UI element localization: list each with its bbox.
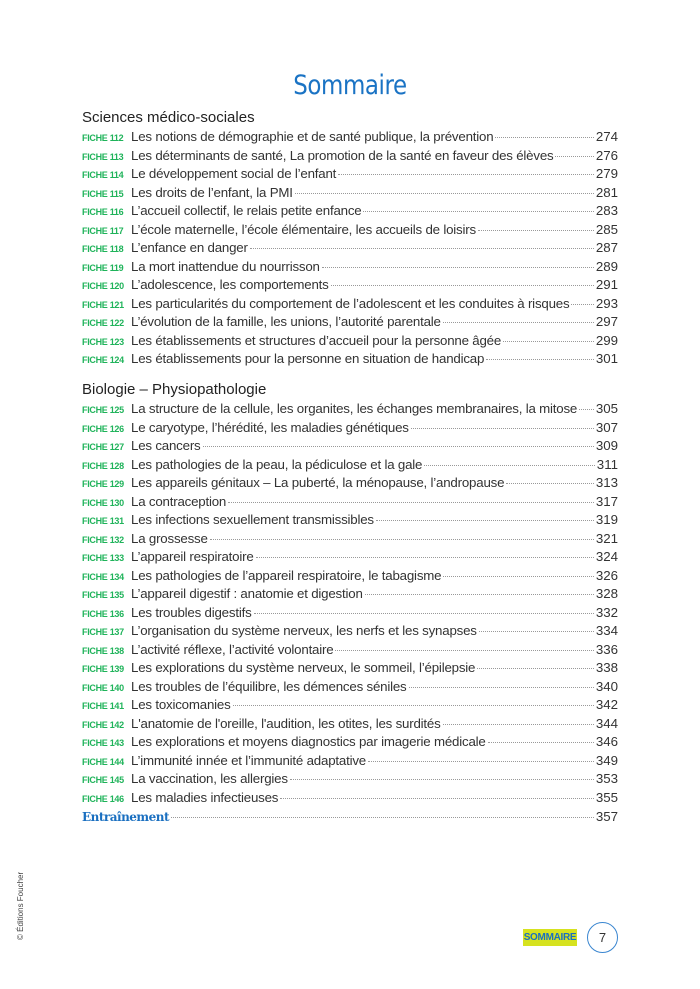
toc-entry[interactable] [82, 567, 618, 586]
entry-title: L’organisation du système nerveux, les nerfs et les synapses [131, 623, 477, 638]
page-number: 7 [587, 922, 618, 953]
page-ref: 281 [595, 184, 618, 200]
toc-entry[interactable] [82, 221, 618, 240]
fiche-label: FICHE 130 [82, 497, 124, 508]
toc-entry[interactable] [82, 276, 618, 295]
fiche-label: FICHE 140 [82, 682, 124, 693]
fiche-label: FICHE 121 [82, 299, 124, 310]
dot-leader [424, 465, 595, 466]
dot-leader [322, 267, 594, 268]
entry-title: Les établissements pour la personne en situation de handicap [131, 351, 485, 366]
dot-leader [479, 631, 594, 632]
page-ref: 311 [596, 456, 618, 472]
entry-title: Les explorations et moyens diagnostics par imagerie médicale [131, 734, 486, 749]
dot-leader [409, 687, 594, 688]
training-title: Entraînement [82, 810, 170, 824]
page-ref: 297 [595, 314, 618, 329]
dot-leader [411, 428, 594, 429]
page-ref: 287 [595, 240, 618, 255]
entry-title: Les pathologies de l’appareil respiratoire, le tabagisme [131, 567, 442, 583]
fiche-label: FICHE 112 [82, 133, 124, 143]
page-ref: 334 [595, 623, 618, 638]
page-ref: 357 [595, 809, 618, 824]
toc-entry[interactable] [82, 202, 618, 221]
page-ref: 293 [595, 295, 618, 311]
toc-entry[interactable] [82, 789, 618, 808]
page-ref: 344 [595, 715, 618, 731]
dot-leader [486, 359, 594, 360]
page-ref: 274 [595, 129, 618, 144]
toc-entry[interactable] [82, 733, 618, 752]
fiche-label: FICHE 132 [82, 534, 124, 545]
section-sciences-medico-sociales [82, 108, 618, 369]
fiche-label: FICHE 118 [82, 244, 124, 254]
fiche-label: FICHE 123 [82, 336, 124, 347]
fiche-label: FICHE 127 [82, 442, 124, 452]
entry-title: L’accueil collectif, le relais petite enfance [131, 203, 362, 218]
toc-entry[interactable] [82, 678, 618, 697]
page-ref: 340 [595, 678, 618, 694]
toc-entry[interactable] [82, 437, 618, 456]
page-ref: 328 [595, 586, 618, 601]
page-ref: 313 [595, 475, 618, 490]
dot-leader [250, 248, 594, 249]
page-ref: 317 [595, 493, 618, 509]
dot-leader [228, 502, 594, 503]
fiche-label: FICHE 124 [82, 355, 124, 365]
fiche-label: FICHE 114 [82, 170, 124, 180]
entry-title: L’évolution de la famille, les unions, l’autorité parentale [131, 314, 441, 329]
entry-title: La mort inattendue du nourrisson [131, 258, 320, 274]
toc-entry[interactable] [82, 456, 618, 475]
entry-title: Les troubles digestifs [131, 604, 252, 620]
entry-title: Les établissements et structures d’accueil pour la personne âgée [131, 332, 502, 348]
entry-title: Les cancers [131, 438, 201, 453]
toc-entry[interactable] [82, 295, 618, 314]
entry-title: L’école maternelle, l’école élémentaire, les accueils de loisirs [131, 221, 476, 237]
page-ref: 307 [595, 419, 618, 435]
section-biologie-physiopathologie [82, 380, 618, 807]
fiche-label: FICHE 137 [82, 627, 124, 637]
toc-entry[interactable] [82, 350, 618, 369]
fiche-label: FICHE 120 [82, 281, 124, 291]
page-ref: 309 [595, 438, 618, 453]
fiche-label: FICHE 125 [82, 405, 124, 415]
fiche-label: FICHE 133 [82, 553, 124, 563]
fiche-label: FICHE 126 [82, 423, 124, 434]
toc-entry[interactable] [82, 530, 618, 549]
entry-title: La structure de la cellule, les organites, les échanges membranaires, la mitose [131, 401, 578, 416]
dot-leader [488, 742, 594, 743]
dot-leader [443, 322, 594, 323]
dot-leader [290, 779, 594, 780]
dot-leader [365, 594, 594, 595]
page-ref: 355 [595, 789, 618, 805]
dot-leader [376, 520, 594, 521]
toc-entry[interactable] [82, 548, 618, 567]
fiche-label: FICHE 113 [82, 151, 124, 162]
copyright: © Éditions Foucher [16, 871, 25, 940]
training-entry[interactable] [82, 808, 618, 827]
page-ref: 338 [595, 660, 618, 675]
toc-entry[interactable] [82, 474, 618, 493]
entry-title: Les droits de l’enfant, la PMI [131, 184, 293, 200]
fiche-label: FICHE 135 [82, 590, 124, 600]
fiche-label: FICHE 117 [82, 225, 124, 236]
page-ref: 326 [595, 567, 618, 583]
dot-leader [171, 817, 594, 818]
toc-entry[interactable] [82, 165, 618, 184]
sommaire-badge[interactable]: SOMMAIRE [523, 929, 577, 946]
toc-entry[interactable] [82, 696, 618, 715]
entry-title: L’appareil respiratoire [131, 549, 254, 564]
toc-entry[interactable] [82, 511, 618, 530]
dot-leader [443, 724, 594, 725]
dot-leader [280, 798, 594, 799]
fiche-label: FICHE 138 [82, 645, 124, 656]
page-ref: 349 [595, 752, 618, 768]
entry-title: L’adolescence, les comportements [131, 277, 329, 292]
dot-leader [555, 156, 593, 157]
page-ref: 346 [595, 734, 618, 749]
entry-title: Les particularités du comportement de l’adolescent et les conduites à risques [131, 295, 570, 311]
page-ref: 336 [595, 641, 618, 657]
page-title: Sommaire [293, 70, 407, 101]
fiche-label: FICHE 116 [82, 207, 124, 217]
entry-title: Le caryotype, l’hérédité, les maladies génétiques [131, 419, 409, 435]
fiche-label: FICHE 115 [82, 188, 124, 199]
page-ref: 353 [595, 771, 618, 786]
section-heading: Biologie – Physiopathologie [82, 381, 267, 398]
page-ref: 299 [595, 332, 618, 348]
toc-entry[interactable] [82, 128, 618, 147]
toc-entry[interactable] [82, 604, 618, 623]
dot-leader [477, 668, 594, 669]
dot-leader [254, 613, 594, 614]
page-ref: 319 [595, 512, 618, 527]
dot-leader [335, 650, 593, 651]
section-heading: Sciences médico-sociales [82, 109, 255, 126]
dot-leader [579, 409, 594, 410]
toc-entry[interactable] [82, 770, 618, 789]
entry-title: Le développement social de l’enfant [131, 166, 337, 181]
fiche-label: FICHE 119 [82, 262, 124, 273]
page-ref: 285 [595, 221, 618, 237]
dot-leader [256, 557, 594, 558]
dot-leader [210, 539, 594, 540]
toc-entry[interactable] [82, 419, 618, 438]
page-ref: 289 [595, 258, 618, 274]
dot-leader [203, 446, 594, 447]
dot-leader [571, 304, 593, 305]
entry-title: La vaccination, les allergies [131, 771, 288, 786]
toc-entry[interactable] [82, 622, 618, 641]
toc-entry[interactable] [82, 313, 618, 332]
toc-entry[interactable] [82, 332, 618, 351]
dot-leader [443, 576, 593, 577]
entry-title: Les notions de démographie et de santé publique, la prévention [131, 129, 494, 144]
dot-leader [503, 341, 594, 342]
fiche-label: FICHE 145 [82, 775, 124, 785]
dot-leader [478, 230, 594, 231]
dot-leader [338, 174, 594, 175]
entry-title: L’enfance en danger [131, 240, 248, 255]
toc-entry[interactable] [82, 400, 618, 419]
dot-leader [331, 285, 594, 286]
page-ref: 332 [595, 604, 618, 620]
entry-title: La contraception [131, 493, 227, 509]
page-ref: 321 [595, 530, 618, 546]
fiche-label: FICHE 144 [82, 756, 124, 767]
fiche-label: FICHE 139 [82, 664, 124, 674]
fiche-label: FICHE 129 [82, 479, 124, 489]
entry-title: L'anatomie de l'oreille, l'audition, les otites, les surdités [131, 715, 441, 731]
fiche-label: FICHE 143 [82, 738, 124, 748]
fiche-label: FICHE 122 [82, 318, 124, 328]
toc-entry[interactable] [82, 184, 618, 203]
page-ref: 276 [595, 147, 618, 163]
toc-entry[interactable] [82, 493, 618, 512]
dot-leader [233, 705, 594, 706]
toc-entry[interactable] [82, 585, 618, 604]
fiche-label: FICHE 131 [82, 516, 124, 526]
toc-entry[interactable] [82, 752, 618, 771]
entry-title: Les déterminants de santé, La promotion de la santé en faveur des élèves [131, 147, 554, 163]
entry-title: Les infections sexuellement transmissibles [131, 512, 374, 527]
entry-title: Les explorations du système nerveux, le sommeil, l’épilepsie [131, 660, 476, 675]
fiche-label: FICHE 128 [82, 460, 124, 471]
entry-title: Les appareils génitaux – La puberté, la ménopause, l’andropause [131, 475, 505, 490]
toc-entry[interactable] [82, 641, 618, 660]
fiche-label: FICHE 134 [82, 571, 124, 582]
page-ref: 342 [595, 697, 618, 712]
dot-leader [295, 193, 594, 194]
page-ref: 301 [595, 351, 618, 366]
toc-entry[interactable] [82, 239, 618, 258]
dot-leader [495, 137, 593, 138]
fiche-label: FICHE 142 [82, 719, 124, 730]
fiche-label: FICHE 146 [82, 793, 124, 804]
page-ref: 324 [595, 549, 618, 564]
entry-title: Les troubles de l’équilibre, les démences séniles [131, 678, 407, 694]
entry-title: Les pathologies de la peau, la pédiculose et la gale [131, 456, 423, 472]
toc-entry[interactable] [82, 659, 618, 678]
fiche-label: FICHE 141 [82, 701, 124, 711]
entry-title: Les toxicomanies [131, 697, 231, 712]
dot-leader [363, 211, 593, 212]
entry-title: L’immunité innée et l’immunité adaptative [131, 752, 366, 768]
page-ref: 291 [595, 277, 618, 292]
page-ref: 279 [595, 166, 618, 181]
entry-title: L’activité réflexe, l’activité volontaire [131, 641, 334, 657]
entry-title: La grossesse [131, 530, 208, 546]
page-ref: 305 [595, 401, 618, 416]
page-ref: 283 [595, 203, 618, 218]
dot-leader [368, 761, 594, 762]
entry-title: Les maladies infectieuses [131, 789, 279, 805]
entry-title: L’appareil digestif : anatomie et digestion [131, 586, 363, 601]
toc-entry[interactable] [82, 147, 618, 166]
dot-leader [506, 483, 594, 484]
fiche-label: FICHE 136 [82, 608, 124, 619]
toc-entry[interactable] [82, 715, 618, 734]
toc-entry[interactable] [82, 258, 618, 277]
